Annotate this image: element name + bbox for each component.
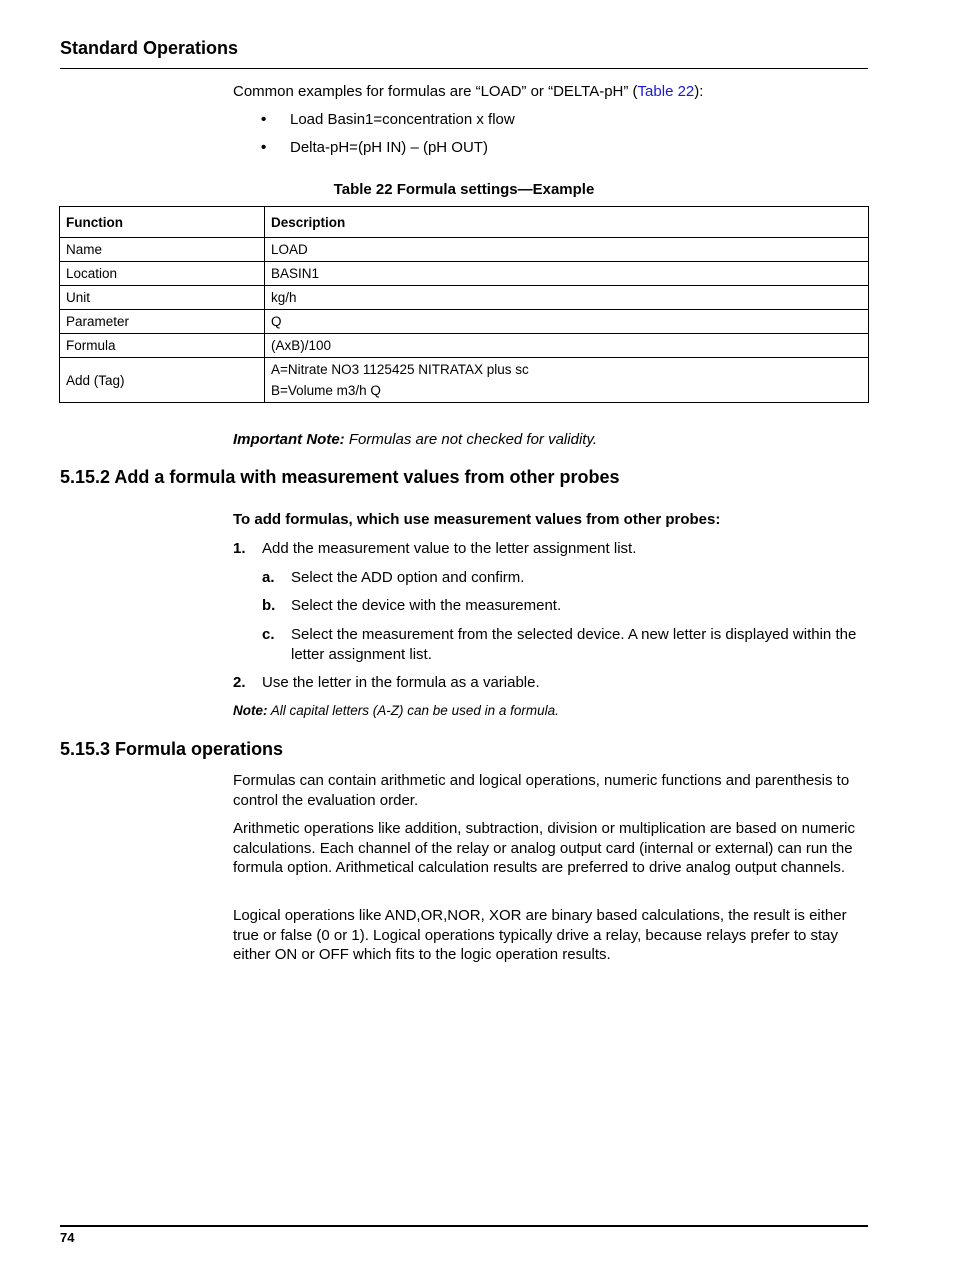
step-text: Add the measurement value to the letter assignment list. [262, 540, 637, 557]
bullet-icon: • [261, 111, 267, 128]
table-22-link[interactable]: Table 22 [637, 83, 695, 100]
step-number: 2. [233, 674, 246, 691]
substep-item [262, 625, 275, 645]
substep-letter: b. [262, 597, 276, 614]
step-number: 1. [233, 540, 246, 557]
table-row [60, 286, 869, 310]
step-item [233, 673, 246, 693]
page-header-title: Standard Operations [60, 38, 239, 58]
table-row [60, 262, 869, 286]
tag-line-b: B=Volume m3/h Q [271, 383, 381, 398]
column-header-description: Description [265, 207, 869, 238]
table-cell-function: Unit [60, 286, 265, 310]
paragraph: Formulas can contain arithmetic and logical operations, numeric functions and parenthesis to control the evaluation order. [233, 772, 850, 809]
table-cell-function: Add (Tag) [60, 358, 265, 403]
table-cell-function: Parameter [60, 310, 265, 334]
table-cell-description: Q [265, 310, 869, 334]
paragraph: Logical operations like AND,OR,NOR, XOR are binary based calculations, the result is either true or false (0 or 1). Logical operations typically drive a relay, because relays prefer to stay either ON or OFF which fits to the logic operation results. [233, 907, 847, 963]
table-cell-function: Name [60, 238, 265, 262]
substep-text: Select the device with the measurement. [291, 597, 562, 614]
substep-text: Select the measurement from the selected device. A new letter is displayed within the letter assignment list. [291, 626, 857, 663]
table-row [60, 238, 869, 262]
table-cell-description: LOAD [265, 238, 869, 262]
note-label: Note: [233, 703, 268, 718]
substep-item [262, 596, 275, 616]
bullet-text: Delta-pH=(pH IN) – (pH OUT) [290, 139, 488, 156]
step-text: Use the letter in the formula as a variable. [262, 674, 540, 691]
intro-text-after: ): [694, 83, 704, 100]
table-cell-description: (AxB)/100 [265, 334, 869, 358]
table-cell-description: kg/h [265, 286, 869, 310]
note [233, 703, 559, 718]
paragraph: Arithmetic operations like addition, subtraction, division or multiplication are based on numeric calculations. Each channel of the relay or analog output card (internal or external) can run the formula option. Arithmetical calculation results are preferred to drive analog output channels. [233, 820, 855, 876]
table-cell-function: Formula [60, 334, 265, 358]
table-row [60, 358, 869, 403]
footer-rule [60, 1225, 868, 1227]
table-caption: Table 22 Formula settings—Example [333, 181, 595, 198]
table-cell-description [265, 358, 869, 403]
formula-settings-table [59, 206, 869, 403]
header-rule [60, 68, 868, 69]
procedure-title: To add formulas, which use measurement values from other probes: [233, 511, 721, 528]
substep-letter: c. [262, 626, 275, 643]
substep-item [262, 568, 275, 588]
substep-text: Select the ADD option and confirm. [291, 569, 525, 586]
bullet-text: Load Basin1=concentration x flow [290, 111, 515, 128]
intro-text-before: Common examples for formulas are “LOAD” or “DELTA-pH” ( [233, 83, 638, 100]
important-note [233, 430, 597, 450]
page-number: 74 [60, 1230, 75, 1245]
tag-line-a: A=Nitrate NO3 1125425 NITRATAX plus sc [271, 362, 529, 377]
column-header-function: Function [60, 207, 265, 238]
substep-letter: a. [262, 569, 275, 586]
section-heading-5-15-2: 5.15.2 Add a formula with measurement values from other probes [60, 467, 620, 487]
table-row [60, 310, 869, 334]
bullet-icon: • [261, 139, 267, 156]
table-cell-function: Location [60, 262, 265, 286]
table-cell-description: BASIN1 [265, 262, 869, 286]
important-note-label: Important Note: [233, 431, 345, 448]
note-text: All capital letters (A-Z) can be used in a formula. [267, 703, 559, 718]
table-header-row [60, 207, 869, 238]
intro-paragraph [233, 82, 873, 102]
section-heading-5-15-3: 5.15.3 Formula operations [60, 739, 284, 759]
table-row [60, 334, 869, 358]
step-item [233, 539, 246, 559]
important-note-text: Formulas are not checked for validity. [344, 431, 597, 448]
